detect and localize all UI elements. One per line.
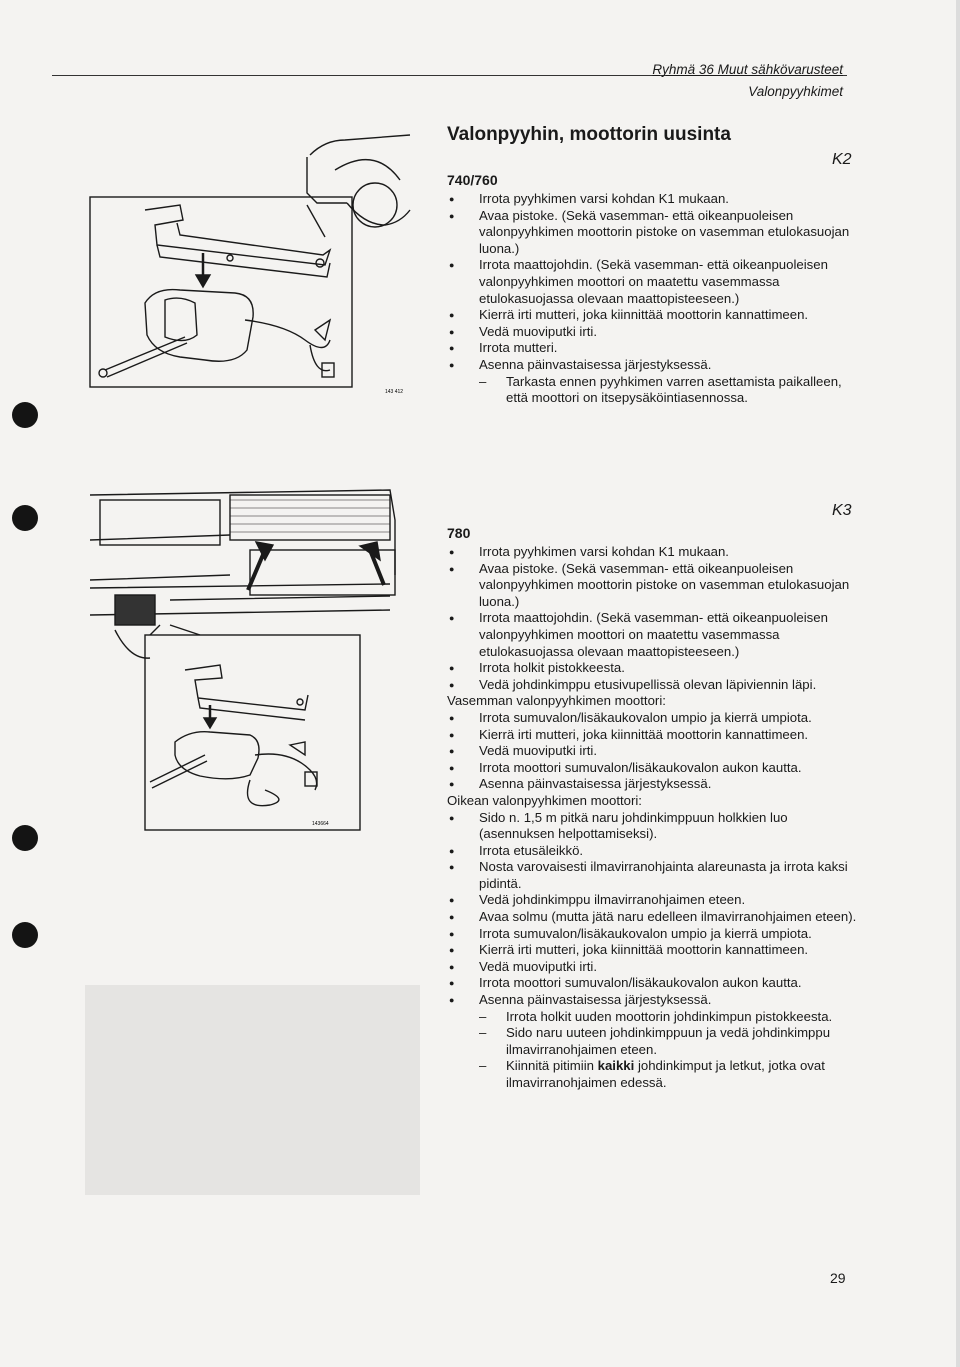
instruction-list-k2 [447, 191, 860, 407]
figure-number: 143 412 [385, 389, 404, 395]
list-item: ● Irrota sumuvalon/lisäkaukovalon umpio ja kierrä umpiota. [447, 926, 860, 943]
dash-item: – Kiinnitä pitimiin kaikki johdinkimput ja letkut, jotka ovat ilmavirranohjaimen edessä. [447, 1058, 860, 1091]
bleed-through-shadow [85, 985, 420, 1195]
dash-item: – Irrota holkit uuden moottorin johdinkimpun pistokkeesta. [447, 1009, 860, 1026]
dash-item: – Tarkasta ennen pyyhkimen varren asettamista paikalleen, että moottori on itsepysäköintiasennossa. [447, 374, 860, 407]
list-item: ● Kierrä irti mutteri, joka kiinnittää moottorin kannattimeen. [447, 307, 860, 324]
section-ref-k3: K3 [832, 502, 852, 519]
dash-item: – Sido naru uuteen johdinkimppuun ja vedä johdinkimppu ilmavirranohjaimen eteen. [447, 1025, 860, 1058]
list-item: ● Irrota etusäleikkö. [447, 843, 860, 860]
model-heading-740-760: 740/760 [447, 172, 498, 188]
list-item: ● Vedä johdinkimppu etusivupellissä olevan läpiviennin läpi. [447, 677, 860, 694]
list-item: ● Vedä muoviputki irti. [447, 743, 860, 760]
model-heading-780: 780 [447, 525, 471, 541]
wiper-motor-figure-740 [85, 125, 415, 400]
list-item: ● Asenna päinvastaisessa järjestyksessä. [447, 992, 860, 1009]
list-item: ● Irrota moottori sumuvalon/lisäkaukovalon aukon kautta. [447, 975, 860, 992]
list-item: ● Asenna päinvastaisessa järjestyksessä. [447, 776, 860, 793]
list-item: ● Irrota maattojohdin. (Sekä vasemman- että oikeanpuoleisen valonpyyhkimen moottori on maatettu vasemmassa etulokasuojassa olevaan maattopisteeseen.) [447, 610, 860, 660]
list-item: ● Vedä johdinkimppu ilmavirranohjaimen eteen. [447, 892, 860, 909]
list-item: ● Avaa pistoke. (Sekä vasemman- että oikeanpuoleisen valonpyyhkimen moottorin pistoke on vasemman etulokasuojan luona.) [447, 208, 860, 258]
instruction-list-k3 [447, 544, 860, 1092]
binder-hole [12, 505, 38, 531]
binder-hole [12, 402, 38, 428]
list-item: ● Avaa solmu (mutta jätä naru edelleen ilmavirranohjaimen eteen). [447, 909, 860, 926]
list-item: ● Sido n. 1,5 m pitkä naru johdinkimppuun holkkien luo (asennuksen helpottamiseksi). [447, 810, 860, 843]
list-item: ● Irrota holkit pistokkeesta. [447, 660, 860, 677]
list-item: ● Irrota sumuvalon/lisäkaukovalon umpio ja kierrä umpiota. [447, 710, 860, 727]
list-item: ● Irrota maattojohdin. (Sekä vasemman- että oikeanpuoleisen valonpyyhkimen moottori on maatettu vasemmassa etulokasuojassa olevaan maattopisteeseen.) [447, 257, 860, 307]
list-item: ● Asenna päinvastaisessa järjestyksessä. [447, 357, 860, 374]
list-item: ● Vedä muoviputki irti. [447, 959, 860, 976]
subheading: Vasemman valonpyyhkimen moottori: [447, 693, 666, 709]
list-item: ● Irrota pyyhkimen varsi kohdan K1 mukaan. [447, 191, 860, 208]
list-item: ● Kierrä irti mutteri, joka kiinnittää moottorin kannattimeen. [447, 727, 860, 744]
list-item: ● Vedä muoviputki irti. [447, 324, 860, 341]
list-item: ● Irrota pyyhkimen varsi kohdan K1 mukaan. [447, 544, 860, 561]
header-group: Ryhmä 36 Muut sähkövarusteet [652, 62, 843, 77]
binder-hole [12, 922, 38, 948]
page-title: Valonpyyhin, moottorin uusinta [447, 124, 731, 145]
wiper-motor-figure-780 [90, 480, 430, 835]
page-number: 29 [830, 1270, 846, 1286]
list-item: ● Irrota moottori sumuvalon/lisäkaukovalon aukon kautta. [447, 760, 860, 777]
list-item: ● Nosta varovaisesti ilmavirranohjainta alareunasta ja irrota kaksi pidintä. [447, 859, 860, 892]
binder-hole [12, 825, 38, 851]
list-item: ● Kierrä irti mutteri, joka kiinnittää moottorin kannattimeen. [447, 942, 860, 959]
header-subject: Valonpyyhkimet [748, 84, 843, 99]
section-ref-k2: K2 [832, 151, 852, 168]
list-item: ● Irrota mutteri. [447, 340, 860, 357]
figure-number: 143664 [312, 821, 329, 827]
list-item: ● Avaa pistoke. (Sekä vasemman- että oikeanpuoleisen valonpyyhkimen moottorin pistoke on vasemman etulokasuojan luona.) [447, 561, 860, 611]
subheading: Oikean valonpyyhkimen moottori: [447, 792, 642, 808]
